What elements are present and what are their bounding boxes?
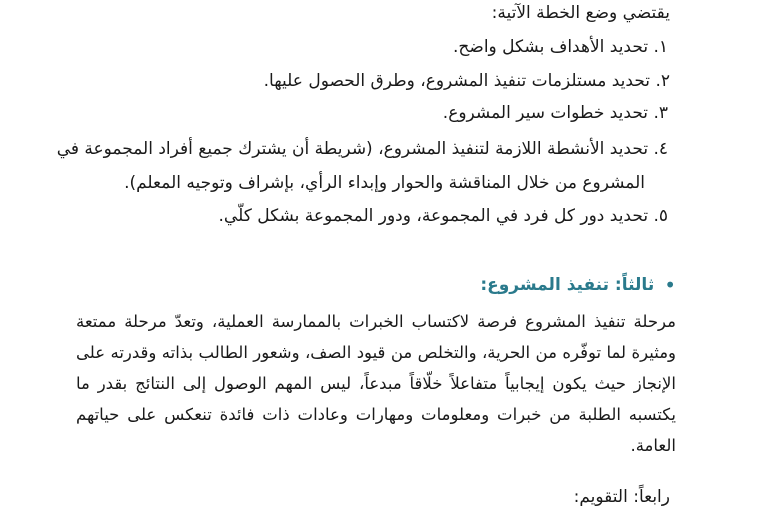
plan-item-5: ٥. تحديد دور كل فرد في المجموعة، ودور المجموعة بشكل كلّي. [218, 206, 668, 226]
section-paragraph: مرحلة تنفيذ المشروع فرصة لاكتساب الخبرات بالممارسة العملية، وتعدّ مرحلة ممتعة ومثيرة لما توفّره من الحرية، والتخلص من قيود الصف، وشعور الطالب بذاته وقدرته على الإنجاز حيث يكون إيجابياً متفاعلاً خلّاقاً مبدعاً، ليس المهم الوصول إلى النتائج بقدر ما يكتسبه الطلبة من خبرات ومعلومات ومهارات وعادات ذات فائدة تنعكس على حياتهم العامة. [76, 312, 676, 455]
plan-intro: يقتضي وضع الخطة الآتية: [491, 3, 670, 23]
plan-item-4-continued: المشروع من خلال المناقشة والحوار وإبداء الرأي، بإشراف وتوجيه المعلم). [124, 173, 645, 193]
next-section-heading-cut-off: رابعاً: التقويم: [573, 487, 670, 507]
section-heading-row [480, 274, 676, 296]
plan-item-4: ٤. تحديد الأنشطة اللازمة لتنفيذ المشروع، (شريطة أن يشترك جميع أفراد المجموعة في [56, 139, 668, 159]
plan-item-3: ٣. تحديد خطوات سير المشروع. [442, 103, 668, 123]
plan-item-1: ١. تحديد الأهداف بشكل واضح. [453, 37, 668, 57]
section-heading: ثالثاً: تنفيذ المشروع: [480, 275, 655, 295]
plan-item-2: ٢. تحديد مستلزمات تنفيذ المشروع، وطرق الحصول عليها. [263, 71, 670, 91]
bullet-icon: • [664, 273, 676, 297]
